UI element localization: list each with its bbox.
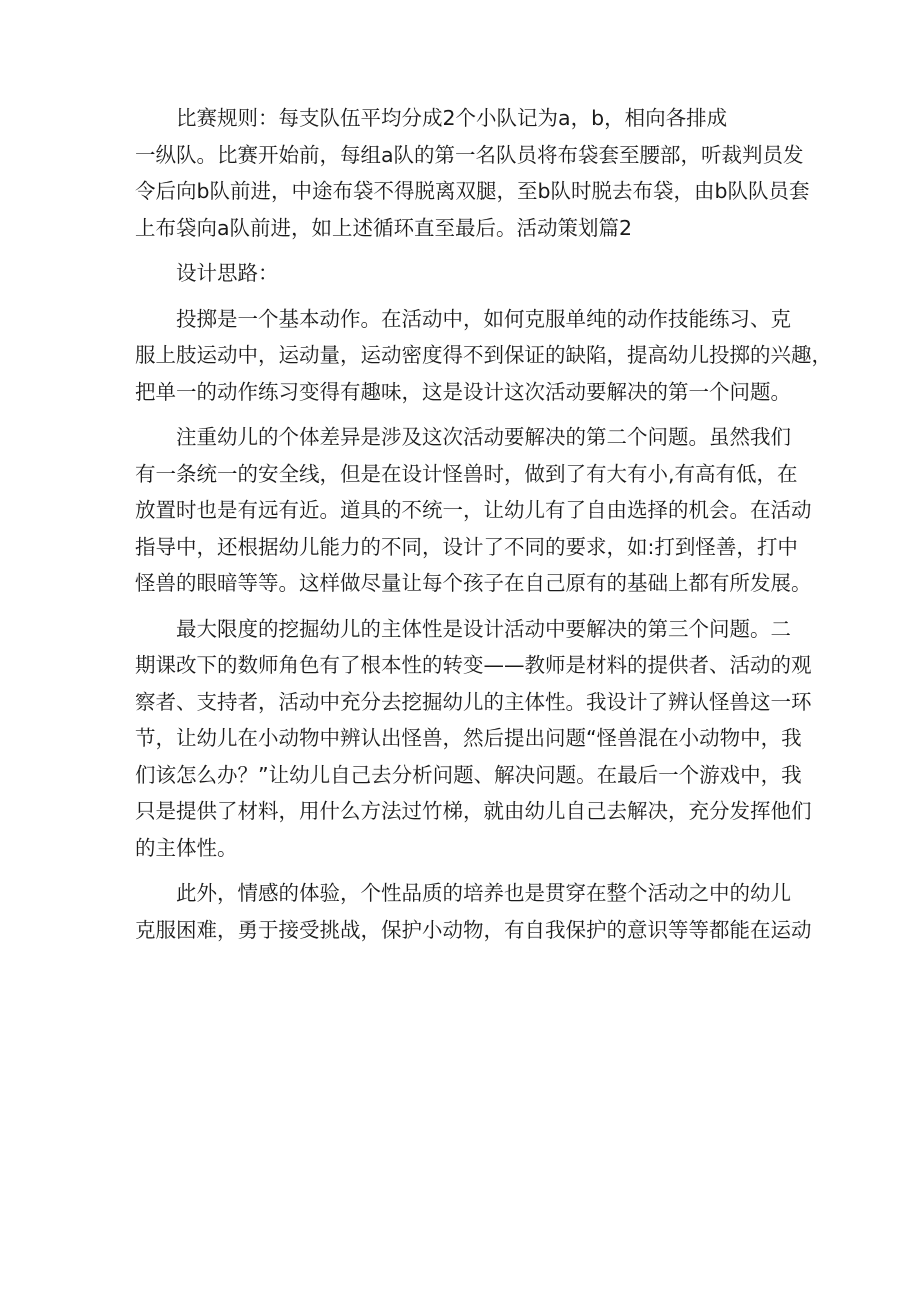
text-line: 投掷是一个基本动作。在活动中，如何克服单纯的动作技能练习、克 xyxy=(176,306,791,331)
text-line: 上布袋向a队前进，如上述循环直至最后。活动策划篇2 xyxy=(135,215,633,240)
paragraph-throwing xyxy=(135,301,832,411)
text-line: 期课改下的数师角色有了根本性的转变——教师是材料的提供者、活动的观 xyxy=(135,653,812,677)
text-line: 放置时也是有远有近。道具的不统一，让幼儿有了自由选择的机会。在活动 xyxy=(135,498,812,522)
text-line: 的主体性。 xyxy=(135,835,238,860)
text-line: 把单一的动作练习变得有趣味，这是设计这次活动要解决的第一个问题。 xyxy=(135,379,791,404)
text-line: 此外，情感的体验，个性品质的培养也是贯穿在整个活动之中的幼儿 xyxy=(176,881,791,905)
text-line: 有一条统一的安全线，但是在设计怪兽时，做到了有大有小,有高有低，在 xyxy=(135,461,798,486)
text-line: 设计思路： xyxy=(176,261,279,285)
text-line: 注重幼儿的个体差异是涉及这次活动要解决的第二个问题。虽然我们 xyxy=(176,425,791,449)
text-line: 怪兽的眼暗等等。这样做尽量让每个孩子在自己原有的基础上都有所发展。 xyxy=(135,571,812,595)
paragraph-design-heading xyxy=(135,255,795,292)
text-line: 比赛规则：每支队伍平均分成2个小队记为a，b，相向各排成 xyxy=(176,106,728,130)
paragraph-emotion xyxy=(135,875,812,948)
document-body xyxy=(135,100,832,957)
text-line: 最大限度的挖掘幼儿的主体性是设计活动中要解决的第三个问题。二 xyxy=(176,616,791,641)
text-line: 们该怎么办？”让幼儿自己去分析问题、解决问题。在最后一个游戏中，我 xyxy=(135,762,802,787)
text-line: 克服困难，勇于接受挑战，保护小动物，有自我保护的意识等等都能在运动 xyxy=(135,917,812,942)
paragraph-rules xyxy=(135,100,810,246)
text-line: 服上肢运动中，运动量，运动密度得不到保证的缺陷，提高幼儿投掷的兴趣， xyxy=(135,343,832,367)
paragraph-individual-differences xyxy=(135,419,812,602)
text-line: 一纵队。比赛开始前，每组a队的第一名队员将布袋套至腰部，听裁判员发 xyxy=(135,142,804,167)
paragraph-subjectivity xyxy=(135,611,812,867)
text-line: 节，让幼儿在小动物中辨认出怪兽，然后提出问题“怪兽混在小动物中，我 xyxy=(135,726,802,750)
text-line: 察者、支持者，活动中充分去挖掘幼儿的主体性。我设计了辨认怪兽这一环 xyxy=(135,689,812,714)
text-line: 指导中，还根据幼儿能力的不同，设计了不同的要求，如:打到怪善，打中 xyxy=(135,534,798,559)
text-line: 只是提供了材料，用什么方法过竹梯，就由幼儿自己去解决，充分发挥他们 xyxy=(135,799,812,823)
text-line: 令后向b队前进，中途布袋不得脱离双腿，至b队时脱去布袋，由b队队员套 xyxy=(135,179,810,203)
